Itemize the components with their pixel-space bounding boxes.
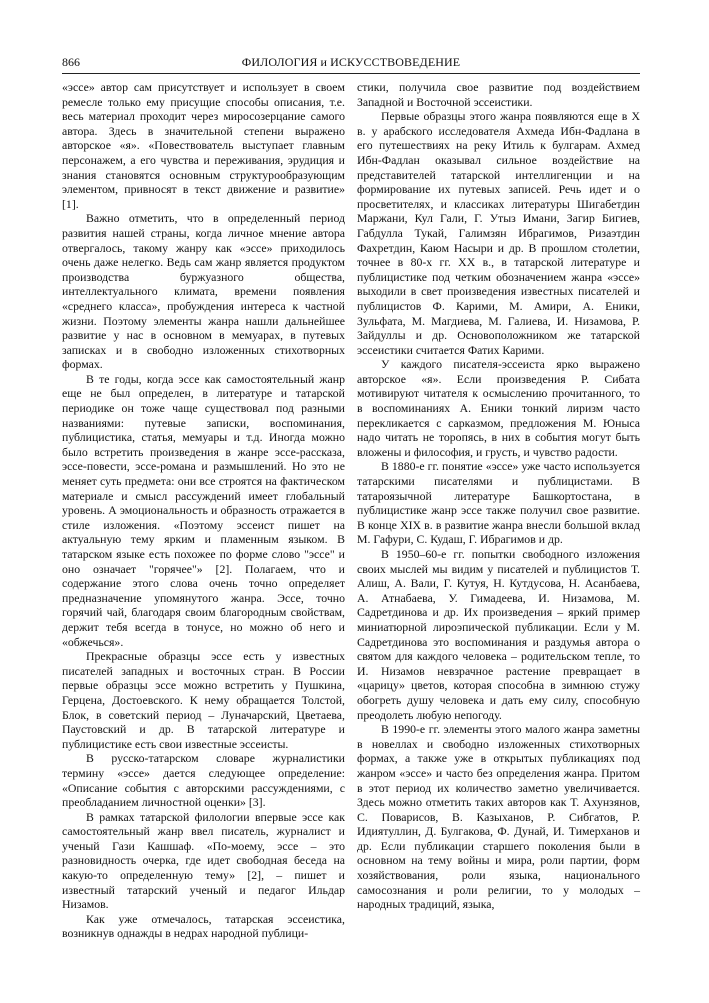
paragraph: В 1950–60-е гг. попытки свободного изложения своих мыслей мы видим у писателей и публицистов Т. Алиш, А. Вали, Г. Кутуя, Н. Кутдусова, Н. Асанбаева, А. Атнабаева, У. Гимадеева, И. Низамова, М. Садретдинова и др. Их произведения – яркий пример миниатюрной лироэпической публикации. Если у М. Садретдинова это воспоминания и раздумья автора о святом для каждого человека – родительском тепле, то И. Низамов невзрачное растение превращает в «царицу» цветов, которая способна в зимнюю стужу обогреть душу человека и дать ему силу, способную преодолеть любую непогоду. xyxy=(357,547,640,722)
paragraph: В русско-татарском словаре журналистики термину «эссе» дается следующее определение: «Описание события с авторскими рассуждениями, с преобладанием личностной оценки» [3]. xyxy=(62,751,345,810)
paragraph: «эссе» автор сам присутствует и использует в своем ремесле только ему присущие способы описания, т.е. весь материал проходит через миросозерцание самого автора. Здесь в значительной степени выражено авторское «я». «Повествователь выступает главным персонажем, а его чувства и переживания, эрудиция и знания становятся основным структурообразующим элементом, привносят в текст движение и развитие» [1]. xyxy=(62,80,345,211)
left-column xyxy=(62,80,345,941)
page-number: 866 xyxy=(62,55,80,69)
paragraph: В рамках татарской филологии впервые эссе как самостоятельный жанр ввел писатель, журналист и ученый Гази Кашшаф. «По-моему, эссе – это разновидность очерка, где идет свободная беседа на какую-то определенную тему» [2], – пишет и известный татарский ученый и педагог Ильдар Низамов. xyxy=(62,809,345,912)
paragraph: Важно отметить, что в определенный период развития нашей страны, когда личное мнение автора отвергалось, такому жанру как «эссе» приходилось очень даже нелегко. Ведь сам жанр является продуктом производства буржуазного общества, интеллектуального климата, времени появления «среднего класса», пробуждения интереса к частной жизни. Поэтому элементы жанра нашли дальнейшее развитие у нас в основном в мемуарах, в путевых записках и в свободно изложенных стихотворных формах. xyxy=(62,211,345,372)
paragraph: Прекрасные образцы эссе есть у известных писателей западных и восточных стран. В России первые образцы эссе можно встретить у Пушкина, Герцена, Достоевского. К нему обращается Толстой, Блок, в советский период – Луначарский, Цветаева, Паустовский и др. В татарской литературе и публицистике есть свои известные эссеисты. xyxy=(62,649,345,751)
paragraph: Первые образцы этого жанра появляются еще в X в. у арабского исследователя Ахмеда Ибн-Фадлана в его путешествиях на реку Итиль к булгарам. Ахмед Ибн-Фадлан оказывал сильное воздействие на представителей татарской интеллигенции и на формирование их путевых записей. Речь идет и о просветителях, и классиках литературы Шигабетдин Маржани, Кул Гали, Г. Утыз Имани, Загир Бигиев, Габдулла Тукай, Галимзян Ибрагимов, Ризаэтдин Фахретдин, Каюм Насыри и др. В прошлом столетии, точнее в 80-х гг. XX в., в татарской литературе и публицистике под четким обозначением жанра «эссе» выходили в свет произведения известных писателей и публицистов Ф. Карими, М. Амири, А. Еники, Зульфата, М. Магдиева, М. Галиева, И. Низамова, Р. Зайдуллы и др. Основоположником же татарской эссеистики считается Фатих Карими. xyxy=(357,109,640,357)
paragraph: В 1990-е гг. элементы этого малого жанра заметны в новеллах и свободно изложенных стихотворных формах, а также уже в открытых публикациях под жанром «эссе» и часто без определения жанра. Притом в этот период их количество заметно увеличивается. Здесь можно отметить таких авторов как Т. Ахунзянов, С. Поварисов, В. Казыханов, Р. Сибгатов, Р. Идиятуллин, Д. Булгакова, Ф. Дунай, И. Тимерханов и др. Если публикации старшего поколения были в основном на тему войны и мира, роли партии, форм хозяйствования, роли языка, национального самосознания и роли религии, то у молодых – народных традиций, языка, xyxy=(357,722,640,912)
right-column xyxy=(357,80,640,912)
paragraph: Как уже отмечалось, татарская эссеистика, возникнув однажды в недрах народной публици- xyxy=(62,911,345,941)
paragraph: У каждого писателя-эссеиста ярко выражено авторское «я». Если произведения Р. Сибата мотивируют читателя к осмыслению прочитанного, то в воспоминаниях А. Еники тонкий лиризм часто перекликается с сарказмом, предложения М. Юныса надо читать не торопясь, в них в события могут быть вложены и философия, и грусть, и чувство радости. xyxy=(357,357,640,459)
running-header xyxy=(62,55,640,71)
paragraph: В 1880-е гг. понятие «эссе» уже часто используется татарскими писателями и публицистами. В татароязычной литературе Башкортостана, в публицистике жанр эссе также получил свое развитие. В конце XIX в. в развитие жанра внесли большой вклад М. Гафури, С. Кудаш, Г. Ибрагимов и др. xyxy=(357,459,640,547)
paragraph: стики, получила свое развитие под воздействием Западной и Восточной эссеистики. xyxy=(357,80,640,109)
header-rule xyxy=(62,73,640,74)
journal-title: ФИЛОЛОГИЯ и ИСКУССТВОВЕДЕНИЕ xyxy=(241,55,461,69)
paragraph: В те годы, когда эссе как самостоятельный жанр еще не был определен, в литературе и татарской периодике он тоже чаще существовал под разными названиями: путевые записки, воспоминания, публицистика, статья, мемуары и т.д. Иногда можно было встретить произведения в жанре эссе-рассказа, эссе-повести, эссе-романа и размышлений. Но это не меняет суть предмета: они все строятся на фактическом материале и смысл рассуждений имеет глобальный уровень. А эмоциональность и образность отражается в стиле изложения. «Поэтому эссеист пишет на актуальную тему ярким и пламенным языком. В татарском языке есть похожее по форме слово "эссе" и оно означает "горячее"» [2]. Полагаем, что и содержание этого слова очень точно определяет предназначение упомянутого жанра. Эссе, точно горячий чай, благодаря своим благородным свойствам, держит тебя всегда в тонусе, но можно об него и «обжечься». xyxy=(62,371,345,649)
